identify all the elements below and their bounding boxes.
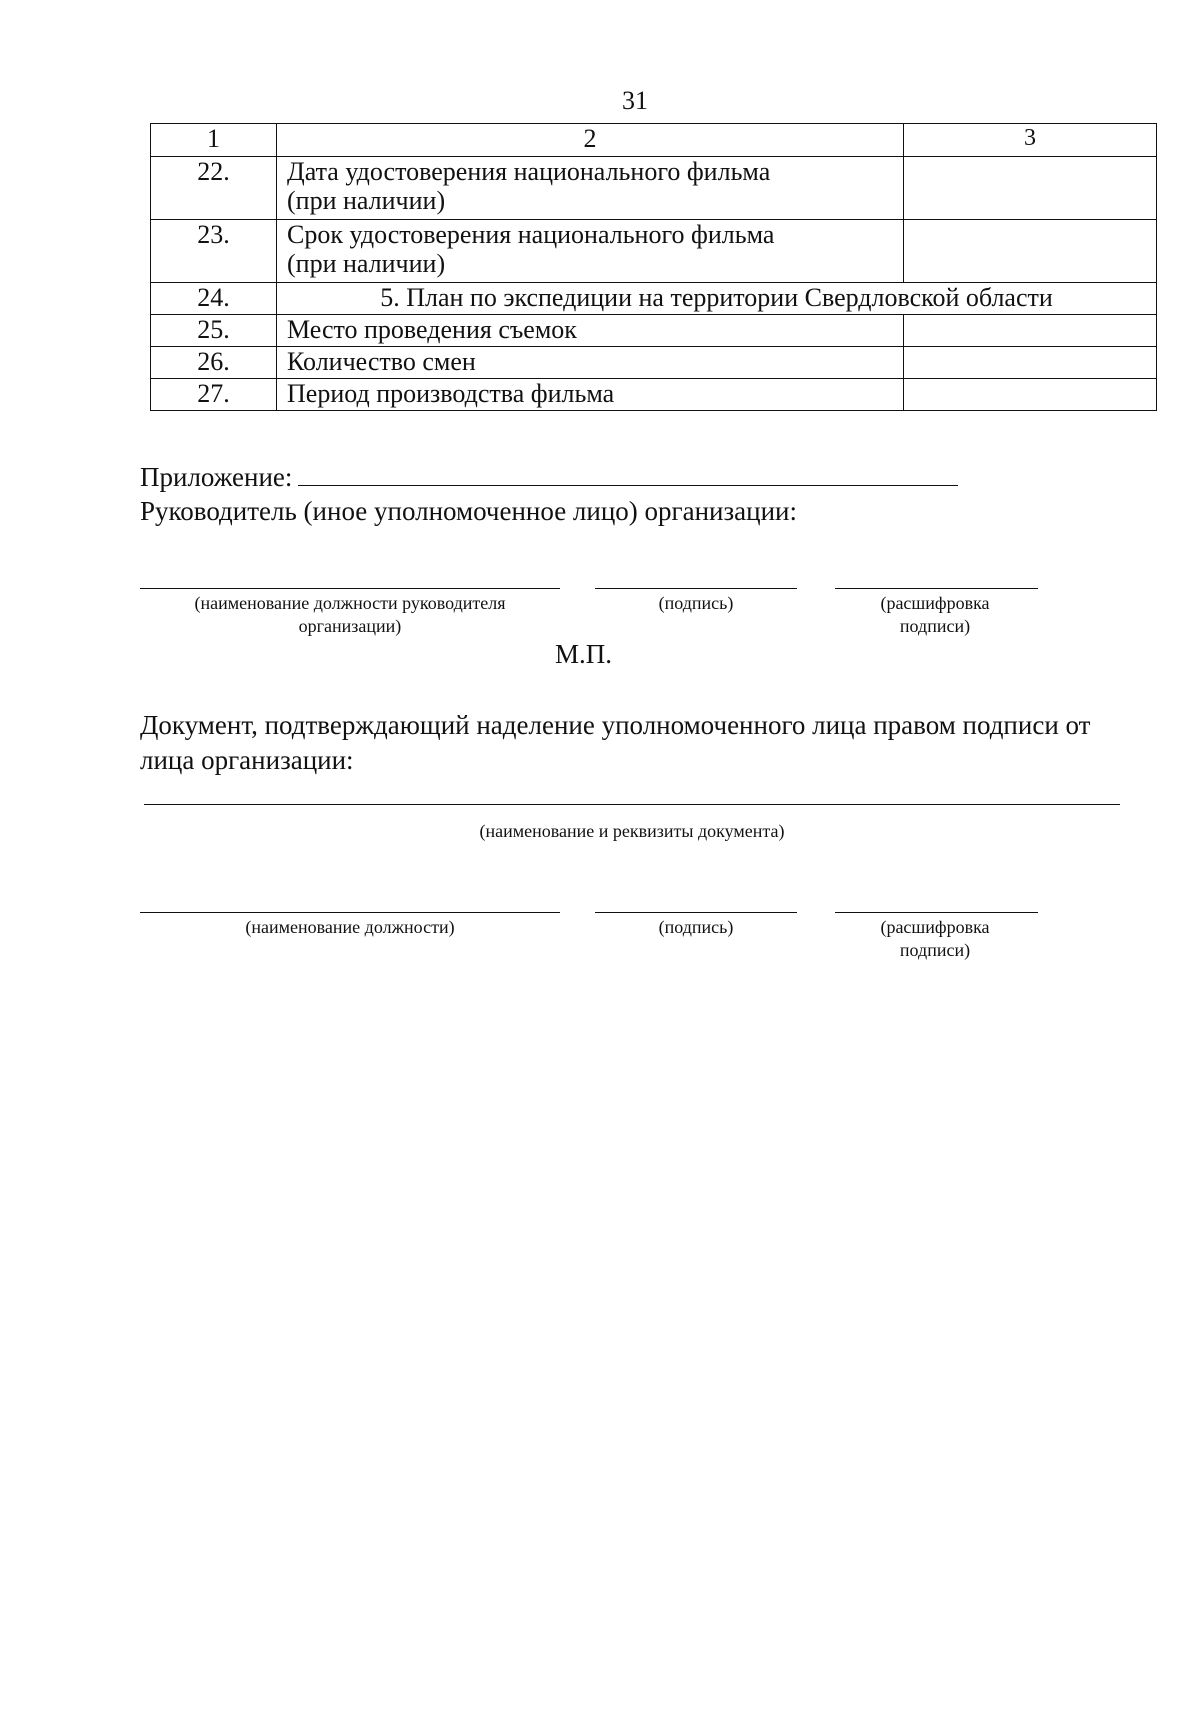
position-signature-line-2[interactable] [140, 912, 560, 913]
caption-decoding-2: (расшифровка подписи) [880, 917, 990, 960]
row-value-cell[interactable] [904, 220, 1157, 283]
decoding-signature-line[interactable] [835, 588, 1038, 589]
row-value-cell[interactable] [904, 347, 1157, 379]
signature-line-2[interactable] [595, 912, 797, 913]
row-value-cell[interactable] [904, 315, 1157, 347]
table-row [151, 315, 1157, 347]
row-label: Количество смен [277, 347, 904, 379]
section-heading: 5. План по экспедиции на территории Свердловской области [277, 283, 1157, 315]
attachment-blank-field[interactable] [298, 461, 958, 486]
page-number: 31 [622, 86, 648, 115]
row-value-cell[interactable] [904, 157, 1157, 220]
row-label: Период производства фильма [277, 379, 904, 411]
caption-signature-2: (подпись) [658, 917, 734, 937]
signature-line[interactable] [595, 588, 797, 589]
row-number: 22. [151, 157, 277, 220]
caption-signature: (подпись) [658, 593, 734, 613]
row-label-line1: Срок удостоверения национального фильма [287, 220, 775, 249]
header-cell-1: 1 [151, 124, 277, 157]
row-value-cell[interactable] [904, 379, 1157, 411]
table-row [151, 220, 1157, 283]
stamp-placeholder: М.П. [555, 639, 613, 669]
caption-decoding: (расшифровка подписи) [880, 593, 990, 636]
decoding-signature-line-2[interactable] [835, 912, 1038, 913]
caption-position: (наименование должности руководителя организации) [194, 593, 506, 636]
row-number: 24. [151, 283, 277, 315]
header-cell-3: 3 [904, 124, 1157, 157]
attachment-label: Приложение: [140, 462, 293, 492]
row-label-line2: (при наличии) [287, 249, 446, 278]
table-row [151, 347, 1157, 379]
table-header-row [151, 124, 1157, 157]
table-row [151, 157, 1157, 220]
row-number: 27. [151, 379, 277, 411]
document-details-line[interactable] [144, 804, 1120, 805]
row-label-line1: Дата удостоверения национального фильма [287, 157, 771, 186]
header-cell-2: 2 [277, 124, 904, 157]
row-number: 26. [151, 347, 277, 379]
table-row [151, 379, 1157, 411]
row-label: Место проведения съемок [277, 315, 904, 347]
row-label [277, 220, 904, 283]
caption-position-2: (наименование должности) [245, 917, 455, 937]
row-number: 23. [151, 220, 277, 283]
row-label-line2: (при наличии) [287, 186, 446, 215]
form-table [150, 123, 1157, 411]
authority-document-text: Документ, подтверждающий наделение уполномоченного лица правом подписи от лица организации: [140, 710, 1091, 775]
caption-document: (наименование и реквизиты документа) [479, 821, 785, 841]
position-signature-line[interactable] [140, 588, 560, 589]
table-row [151, 283, 1157, 315]
attachment-line [140, 460, 958, 494]
row-label [277, 157, 904, 220]
row-number: 25. [151, 315, 277, 347]
head-label: Руководитель (иное уполномоченное лицо) организации: [140, 496, 797, 526]
